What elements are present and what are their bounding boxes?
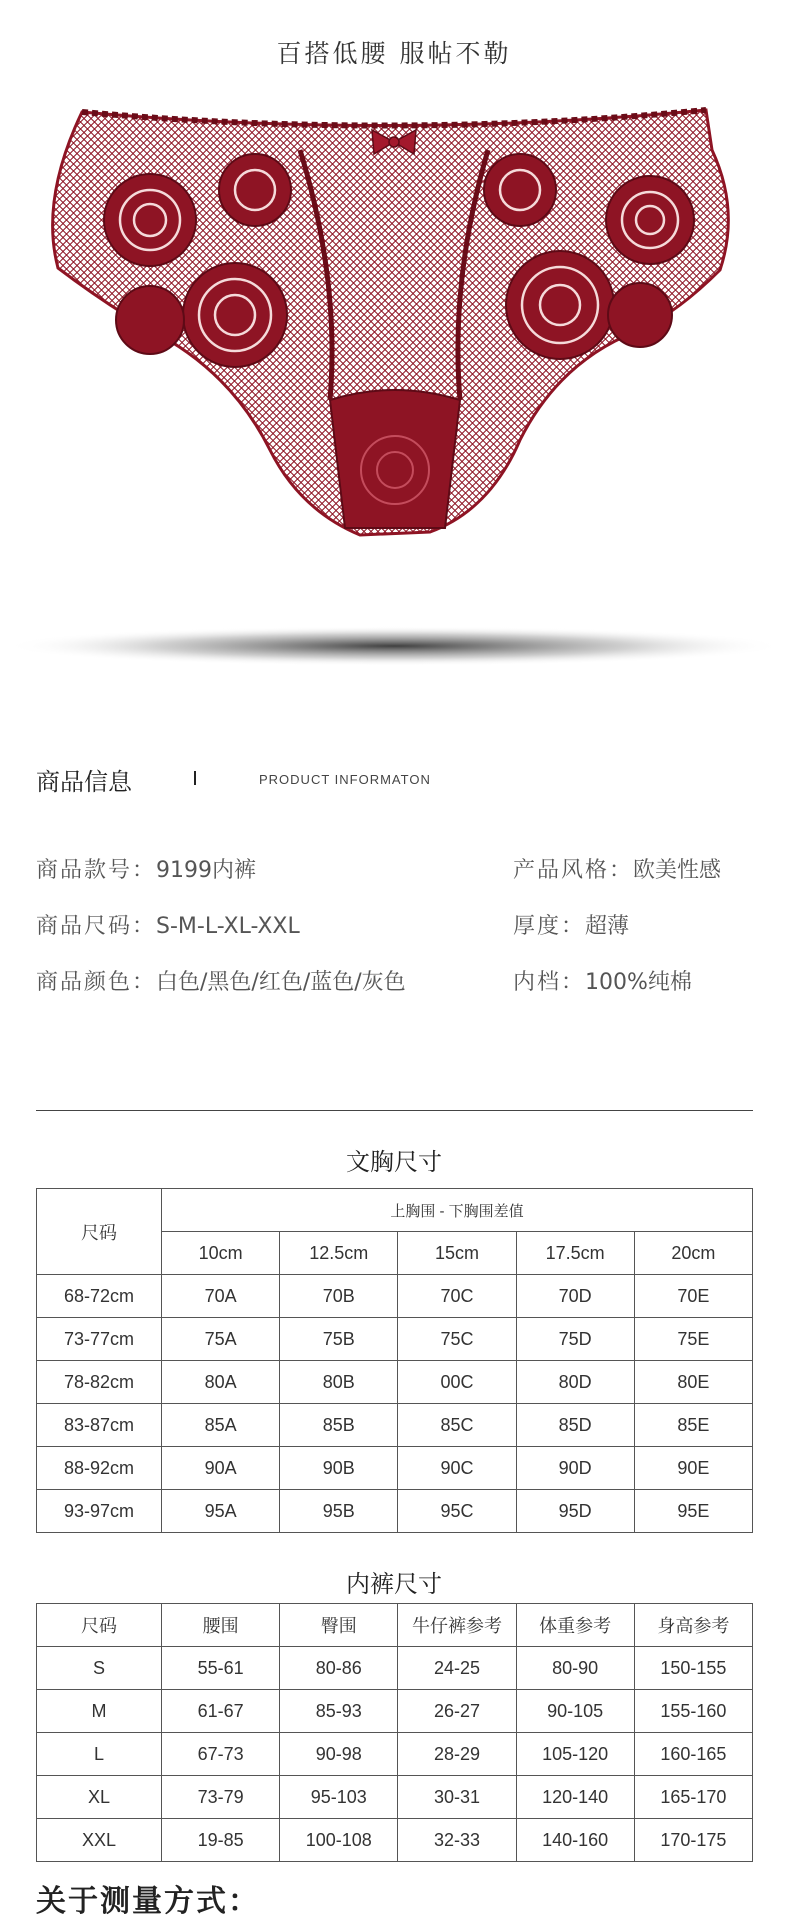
- panty-table-title: 内裤尺寸: [346, 1570, 442, 1598]
- panty-cell: 90-98: [280, 1733, 398, 1776]
- table-row: [37, 1361, 753, 1404]
- panty-cell: S: [37, 1647, 162, 1690]
- bra-cell: 85D: [516, 1404, 634, 1447]
- info-thickness: [513, 909, 629, 940]
- panty-size-table: [36, 1603, 753, 1862]
- bra-cell: 00C: [398, 1361, 516, 1404]
- bra-cell: 75C: [398, 1318, 516, 1361]
- panty-cell: 90-105: [516, 1690, 634, 1733]
- bra-table-title: 文胸尺寸: [346, 1148, 442, 1176]
- panty-cell: 80-90: [516, 1647, 634, 1690]
- bra-cell: 90E: [634, 1447, 752, 1490]
- panty-cell: 55-61: [162, 1647, 280, 1690]
- panty-cell: 19-85: [162, 1819, 280, 1862]
- bra-cell: 70A: [162, 1275, 280, 1318]
- panty-cell: XXL: [37, 1819, 162, 1862]
- bra-cell: 90D: [516, 1447, 634, 1490]
- bra-col-header: 10cm: [162, 1232, 280, 1275]
- section-subtitle: PRODUCT INFORMATON: [259, 772, 431, 787]
- bra-size-table: [36, 1188, 753, 1533]
- bra-band: 73-77cm: [37, 1318, 162, 1361]
- table-row: [37, 1819, 753, 1862]
- info-style-no: [36, 853, 256, 884]
- table-row: [37, 1776, 753, 1819]
- info-color: [36, 965, 406, 996]
- bra-cell: 95B: [280, 1490, 398, 1533]
- bra-cell: 70B: [280, 1275, 398, 1318]
- table-row: [37, 1733, 753, 1776]
- panty-cell: 61-67: [162, 1690, 280, 1733]
- table-row: [37, 1447, 753, 1490]
- panty-cell: 155-160: [634, 1690, 752, 1733]
- info-thickness-label: 厚度：: [513, 914, 586, 939]
- panty-col-header: 臀围: [280, 1604, 398, 1647]
- panty-cell: 30-31: [398, 1776, 516, 1819]
- bra-band: 68-72cm: [37, 1275, 162, 1318]
- info-size-value: S-M-L-XL-XXL: [156, 914, 300, 939]
- panty-cell: 67-73: [162, 1733, 280, 1776]
- bra-cell: 90A: [162, 1447, 280, 1490]
- info-crotch-value: 100%纯棉: [585, 970, 692, 995]
- section-divider: [194, 771, 196, 785]
- panty-col-header: 牛仔裤参考: [398, 1604, 516, 1647]
- table-row: [37, 1275, 753, 1318]
- panty-cell: 165-170: [634, 1776, 752, 1819]
- panty-cell: XL: [37, 1776, 162, 1819]
- panty-cell: M: [37, 1690, 162, 1733]
- panty-col-header: 体重参考: [516, 1604, 634, 1647]
- headline: 百搭低腰 服帖不勒: [276, 39, 512, 68]
- panty-cell: L: [37, 1733, 162, 1776]
- panty-cell: 24-25: [398, 1647, 516, 1690]
- bra-cell: 70C: [398, 1275, 516, 1318]
- panty-cell: 170-175: [634, 1819, 752, 1862]
- table-row: [37, 1690, 753, 1733]
- bra-cell: 75B: [280, 1318, 398, 1361]
- info-style-label: 产品风格：: [513, 858, 634, 883]
- bra-cell: 75E: [634, 1318, 752, 1361]
- bra-cell: 95E: [634, 1490, 752, 1533]
- panty-cell: 80-86: [280, 1647, 398, 1690]
- info-size: [36, 909, 300, 940]
- panty-cell: 73-79: [162, 1776, 280, 1819]
- panty-col-header: 身高参考: [634, 1604, 752, 1647]
- info-style-value: 欧美性感: [633, 858, 722, 883]
- info-style: [513, 853, 721, 884]
- section-title: 商品信息: [36, 768, 132, 796]
- bra-cell: 90B: [280, 1447, 398, 1490]
- info-style-no-label: 商品款号：: [36, 858, 157, 883]
- panty-cell: 100-108: [280, 1819, 398, 1862]
- product-photo: [0, 80, 788, 680]
- bra-col-header: 15cm: [398, 1232, 516, 1275]
- bra-cell: 80E: [634, 1361, 752, 1404]
- table-row: [37, 1647, 753, 1690]
- bra-group-header: 上胸围 - 下胸围差值: [162, 1189, 753, 1232]
- panty-cell: 85-93: [280, 1690, 398, 1733]
- info-thickness-value: 超薄: [585, 914, 630, 939]
- panty-col-header: 尺码: [37, 1604, 162, 1647]
- bra-band: 93-97cm: [37, 1490, 162, 1533]
- table-row: [37, 1490, 753, 1533]
- bra-cell: 95D: [516, 1490, 634, 1533]
- bra-cell: 85C: [398, 1404, 516, 1447]
- table-header-row: [37, 1604, 753, 1647]
- panty-cell: 32-33: [398, 1819, 516, 1862]
- table-row: [37, 1318, 753, 1361]
- bra-band: 83-87cm: [37, 1404, 162, 1447]
- bra-band: 88-92cm: [37, 1447, 162, 1490]
- panty-cell: 28-29: [398, 1733, 516, 1776]
- bra-cell: 85A: [162, 1404, 280, 1447]
- bra-cell: 90C: [398, 1447, 516, 1490]
- panty-cell: 105-120: [516, 1733, 634, 1776]
- bra-cell: 80D: [516, 1361, 634, 1404]
- info-crotch: [513, 965, 692, 996]
- section-rule: [36, 1110, 753, 1111]
- bra-cell: 80B: [280, 1361, 398, 1404]
- bra-cell: 95C: [398, 1490, 516, 1533]
- panty-cell: 95-103: [280, 1776, 398, 1819]
- bra-cell: 80A: [162, 1361, 280, 1404]
- table-row: [37, 1404, 753, 1447]
- panty-cell: 26-27: [398, 1690, 516, 1733]
- bra-cell: 75A: [162, 1318, 280, 1361]
- bra-cell: 70E: [634, 1275, 752, 1318]
- bra-cell: 85B: [280, 1404, 398, 1447]
- bra-band: 78-82cm: [37, 1361, 162, 1404]
- bra-cell: 85E: [634, 1404, 752, 1447]
- info-color-label: 商品颜色：: [36, 970, 157, 995]
- info-crotch-label: 内档：: [513, 970, 586, 995]
- bra-cell: 95A: [162, 1490, 280, 1533]
- info-style-no-value: 9199内裤: [156, 858, 257, 883]
- info-color-value: 白色/黑色/红色/蓝色/灰色: [156, 970, 406, 995]
- bra-col-header: 20cm: [634, 1232, 752, 1275]
- bra-size-header: 尺码: [37, 1189, 162, 1275]
- bra-cell: 75D: [516, 1318, 634, 1361]
- panty-cell: 140-160: [516, 1819, 634, 1862]
- panty-cell: 160-165: [634, 1733, 752, 1776]
- measurement-heading: 关于测量方式：: [36, 1884, 260, 1919]
- panty-cell: 150-155: [634, 1647, 752, 1690]
- bra-cell: 70D: [516, 1275, 634, 1318]
- info-size-label: 商品尺码：: [36, 914, 157, 939]
- panty-cell: 120-140: [516, 1776, 634, 1819]
- bra-col-header: 17.5cm: [516, 1232, 634, 1275]
- bra-col-header: 12.5cm: [280, 1232, 398, 1275]
- panty-col-header: 腰围: [162, 1604, 280, 1647]
